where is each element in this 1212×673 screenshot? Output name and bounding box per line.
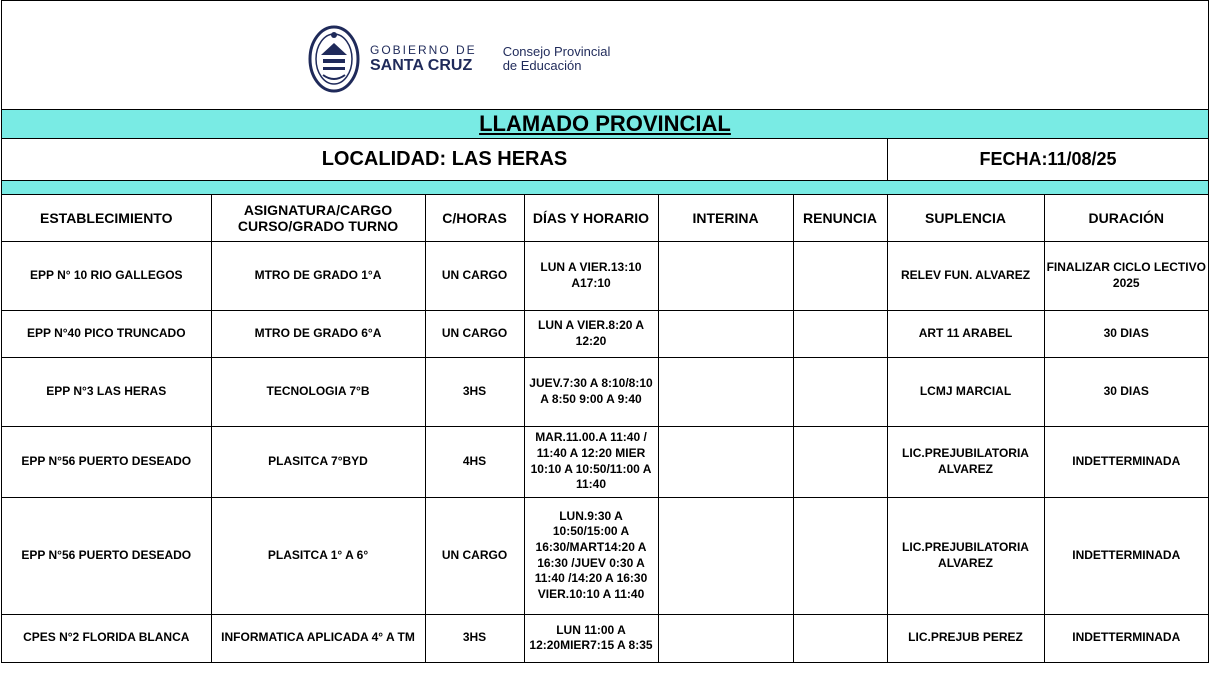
cell-horario: LUN A VIER.13:10 A17:10: [524, 241, 658, 310]
cell-renuncia: [793, 426, 887, 497]
cell-horario: LUN 11:00 A 12:20MIER7:15 A 8:35: [524, 614, 658, 662]
government-logo: [308, 25, 610, 93]
cell-horas: UN CARGO: [425, 310, 524, 357]
cell-suplencia: LIC.PREJUBILATORIA ALVAREZ: [887, 426, 1044, 497]
gobierno-line2: SANTA CRUZ: [370, 57, 473, 74]
col-establecimiento: ESTABLECIMIENTO: [2, 195, 211, 241]
col-asignatura: ASIGNATURA/CARGO CURSO/GRADO TURNO: [211, 195, 425, 241]
cell-establecimiento: EPP N° 10 RIO GALLEGOS: [2, 241, 211, 310]
consejo-wordmark: [503, 45, 611, 72]
cell-establecimiento: EPP N°40 PICO TRUNCADO: [2, 310, 211, 357]
cell-interina: [658, 241, 793, 310]
cell-interina: [658, 614, 793, 662]
table-row: [2, 241, 1208, 310]
cell-suplencia: LIC.PREJUB PEREZ: [887, 614, 1044, 662]
cell-duracion: 30 DIAS: [1044, 310, 1208, 357]
cell-establecimiento: CPES N°2 FLORIDA BLANCA: [2, 614, 211, 662]
cell-asignatura: PLASITCA 1° A 6°: [211, 497, 425, 614]
cell-horas: UN CARGO: [425, 241, 524, 310]
document-header: [2, 1, 1208, 110]
col-renuncia: RENUNCIA: [793, 195, 887, 241]
consejo-line1: Consejo Provincial: [502, 44, 611, 60]
cell-horas: 3HS: [425, 357, 524, 426]
vacancy-table: [2, 195, 1208, 662]
cell-asignatura: PLASITCA 7°BYD: [211, 426, 425, 497]
page-title: LLAMADO PROVINCIAL: [479, 111, 731, 136]
cell-horas: 4HS: [425, 426, 524, 497]
cell-suplencia: RELEV FUN. ALVAREZ: [887, 241, 1044, 310]
table-row: [2, 310, 1208, 357]
cell-duracion: 30 DIAS: [1044, 357, 1208, 426]
gobierno-wordmark: [370, 44, 477, 74]
cell-asignatura: INFORMATICA APLICADA 4° A TM: [211, 614, 425, 662]
document-sheet: [1, 0, 1209, 663]
provincial-seal-icon: [308, 25, 360, 93]
table-row: [2, 497, 1208, 614]
cell-duracion: INDETTERMINADA: [1044, 426, 1208, 497]
title-bar: [2, 110, 1208, 139]
col-horas: C/HORAS: [425, 195, 524, 241]
fecha-label: FECHA:11/08/25: [979, 149, 1117, 169]
col-horario: DÍAS Y HORARIO: [524, 195, 658, 241]
cell-horas: 3HS: [425, 614, 524, 662]
cell-interina: [658, 357, 793, 426]
cell-suplencia: ART 11 ARABEL: [887, 310, 1044, 357]
cell-horas: UN CARGO: [425, 497, 524, 614]
cell-suplencia: LIC.PREJUBILATORIA ALVAREZ: [887, 497, 1044, 614]
cell-renuncia: [793, 241, 887, 310]
localidad-label: LOCALIDAD: LAS HERAS: [2, 139, 888, 180]
cell-duracion: FINALIZAR CICLO LECTIVO 2025: [1044, 241, 1208, 310]
cell-duracion: INDETTERMINADA: [1072, 630, 1181, 645]
separator-bar: [2, 181, 1208, 195]
cell-establecimiento: EPP N°56 PUERTO DESEADO: [2, 426, 211, 497]
cell-interina: [658, 497, 793, 614]
cell-horario: MAR.11.00.A 11:40 / 11:40 A 12:20 MIER 10:10 A 10:50/11:00 A 11:40: [524, 426, 658, 497]
table-row: [2, 426, 1208, 497]
table-row: [2, 614, 1208, 662]
gobierno-line1: GOBIERNO DE: [370, 43, 477, 57]
cell-duracion: INDETTERMINADA: [1044, 497, 1208, 614]
col-suplencia: SUPLENCIA: [887, 195, 1044, 241]
location-row: [2, 139, 1208, 181]
col-duracion: DURACIÓN: [1044, 195, 1208, 241]
table-row: [2, 357, 1208, 426]
cell-horario: LUN.9:30 A 10:50/15:00 A 16:30/MART14:20 A 16:30 /JUEV 0:30 A 11:40 /14:20 A 16:30 VIER.10:10 A 11:40: [524, 497, 658, 614]
cell-establecimiento: EPP N°3 LAS HERAS: [2, 357, 211, 426]
cell-establecimiento: EPP N°56 PUERTO DESEADO: [2, 497, 211, 614]
cell-asignatura: TECNOLOGIA 7°B: [211, 357, 425, 426]
cell-asignatura: MTRO DE GRADO 1°A: [211, 241, 425, 310]
cell-asignatura: MTRO DE GRADO 6°A: [211, 310, 425, 357]
cell-renuncia: [793, 310, 887, 357]
cell-horario: JUEV.7:30 A 8:10/8:10 A 8:50 9:00 A 9:40: [524, 357, 658, 426]
cell-interina: [658, 310, 793, 357]
table-header-row: [2, 195, 1208, 241]
col-interina: INTERINA: [658, 195, 793, 241]
cell-renuncia: [793, 614, 887, 662]
consejo-line2: de Educación: [502, 58, 582, 73]
cell-renuncia: [793, 357, 887, 426]
cell-suplencia: LCMJ MARCIAL: [887, 357, 1044, 426]
cell-renuncia: [793, 497, 887, 614]
cell-interina: [658, 426, 793, 497]
cell-horario: LUN A VIER.8:20 A 12:20: [524, 310, 658, 357]
